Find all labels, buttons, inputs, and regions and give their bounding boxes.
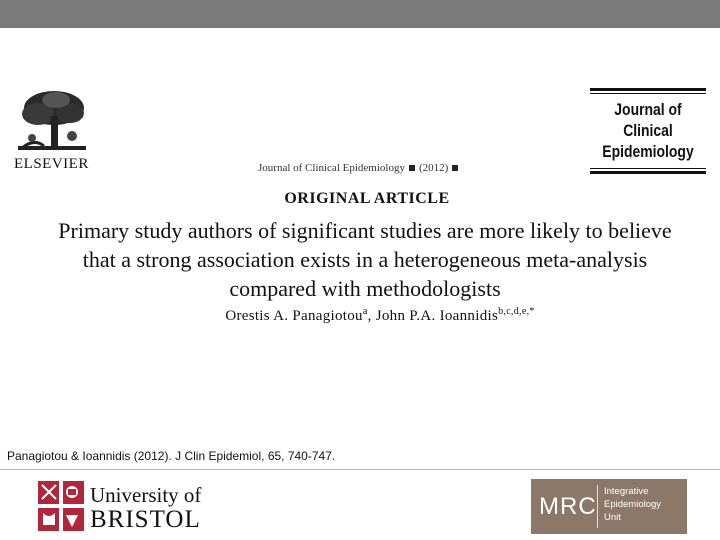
footer-divider <box>0 469 720 470</box>
bristol-line2: BRISTOL <box>90 506 201 533</box>
bristol-logo <box>38 479 218 535</box>
bristol-line1: University of <box>90 483 202 507</box>
citation: Panagiotou & Ioannidis (2012). J Clin Epidemiol, 65, 740-747. <box>7 449 336 463</box>
mrc-unit-line: Epidemiology <box>604 499 662 510</box>
journal-year: (2012) <box>418 162 449 174</box>
square-icon <box>409 165 415 171</box>
mrc-unit-name <box>604 485 661 524</box>
journal-name: Journal of Clinical Epidemiology <box>258 162 405 174</box>
journal-logo-line: Epidemiology <box>602 142 694 161</box>
mrc-logo <box>531 479 687 534</box>
journal-logo-line: Clinical <box>623 121 673 140</box>
top-bar <box>0 0 720 28</box>
title-line: Primary study authors of significant studies are more likely to believe <box>58 218 672 243</box>
journal-logo-text <box>600 99 695 162</box>
mrc-wordmark: MRC <box>539 493 597 520</box>
title-line: compared with methodologists <box>229 276 501 301</box>
author-separator: , <box>367 308 376 324</box>
article-type: ORIGINAL ARTICLE <box>284 190 450 207</box>
elsevier-logo <box>12 88 92 178</box>
elsevier-wordmark: ELSEVIER <box>14 156 89 172</box>
author-name: John P.A. Ioannidis <box>375 308 499 324</box>
title-line: that a strong association exists in a heterogeneous meta-analysis <box>82 247 648 272</box>
mrc-unit-line: Unit <box>604 512 621 523</box>
author-name: Orestis A. Panagiotou <box>225 308 363 324</box>
article-title <box>20 216 710 303</box>
bristol-crest-icon <box>38 481 84 531</box>
author-affiliation: a <box>362 306 368 317</box>
square-icon <box>452 165 458 171</box>
mrc-unit-line: Integrative <box>604 486 649 497</box>
journal-logo <box>590 88 706 174</box>
journal-line <box>258 162 462 174</box>
author-affiliation: b,c,d,e,* <box>498 306 535 317</box>
elsevier-tree-icon <box>14 88 90 154</box>
authors <box>0 306 720 325</box>
journal-logo-line: Journal of <box>614 100 682 119</box>
mrc-separator <box>597 485 598 528</box>
